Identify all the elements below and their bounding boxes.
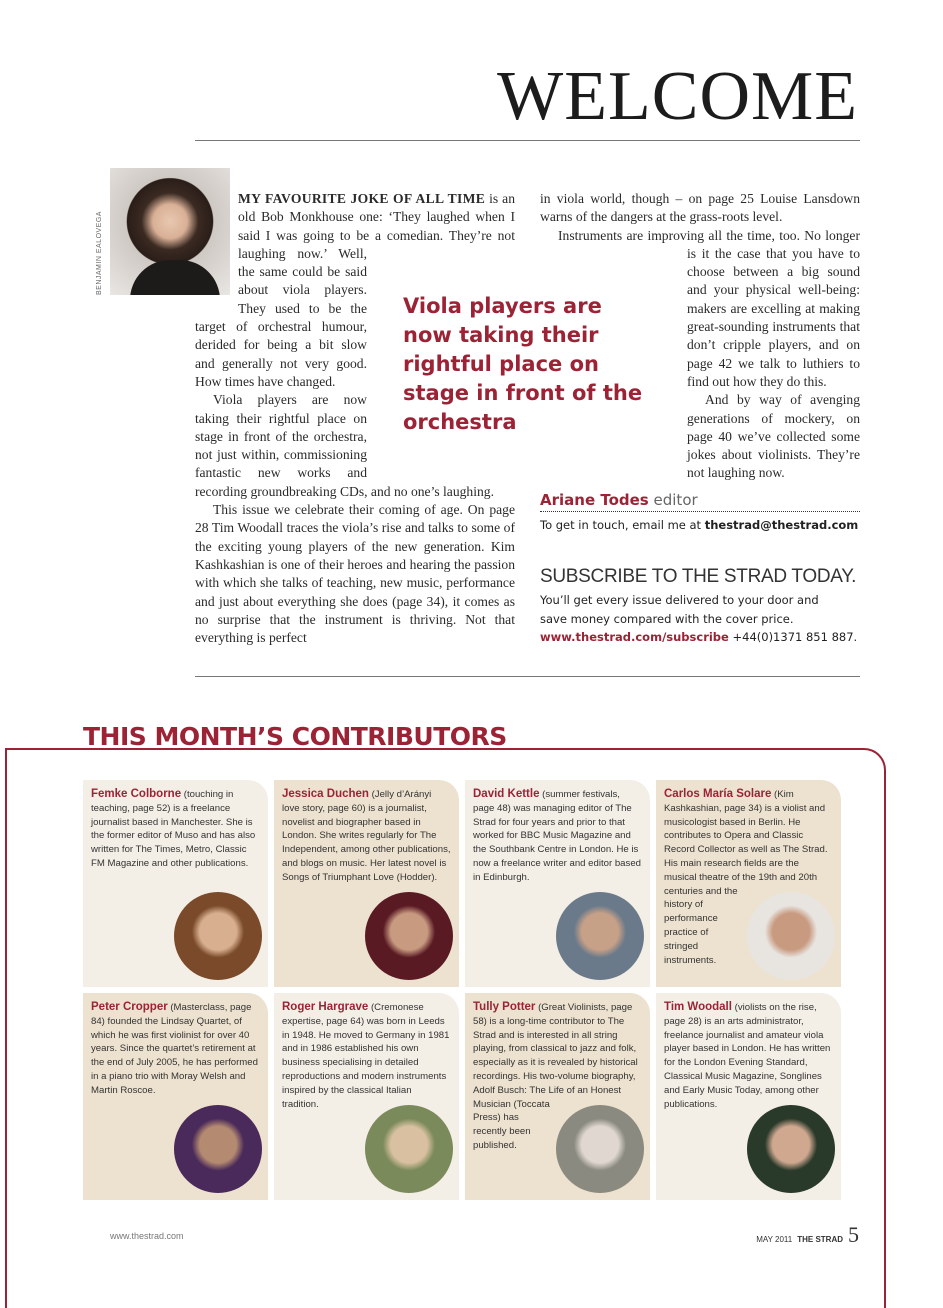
contributor-card	[465, 993, 650, 1200]
contributor-bio: (summer festivals, page 48) was managing editor of The Strad for four years and prior to that worked for BBC Music Magazine and the Southbank Centre in London. He is now a freelance writer and editor based in Edinburgh.	[473, 789, 641, 883]
editorial-paragraph: Viola players are now taking their rightful place on stage in front of the orchestra, not just within, commissioning fantastic new works and recording groundbreaking CDs, and no one’s laughing.	[195, 392, 495, 499]
contributor-name: Femke Colborne	[91, 788, 182, 800]
subscribe-line: You’ll get every issue delivered to your door and	[540, 593, 819, 607]
contributor-photo	[747, 1105, 835, 1193]
footer-url: www.thestrad.com	[110, 1231, 184, 1241]
contributor-bio: (violists on the rise, page 28) is an arts administrator, freelance journalist and amateur viola player based in London. He has written for the London Evening Standard, Classical Music Magazine, Songlines and Early Music Today, among other publications.	[664, 1002, 831, 1110]
editorial-lead: MY FAVOURITE JOKE OF ALL TIME	[238, 191, 486, 206]
contributor-photo	[556, 892, 644, 980]
editorial-paragraph: This issue we celebrate their coming of age. On page 28 Tim Woodall traces the viola’s rise and talks to some of the exciting young players of the new generation. Kim Kashkashian is one of their heroes and hearing the passion with which she talks of teaching, new music, performance and just about everything she does (page 34), it comes as no surprise that the instrument is thriving. Not that everything is perfect	[195, 502, 515, 646]
contributor-name: Tully Potter	[473, 1001, 536, 1013]
editorial-paragraph: And by way of avenging generations of mockery, on page 40 we’ve collected some jokes about violinists. They’re not laughing now.	[687, 392, 860, 481]
contributor-photo	[174, 892, 262, 980]
page-title: WELCOME	[497, 58, 858, 135]
contributor-name: Jessica Duchen	[282, 788, 369, 800]
contributor-photo	[174, 1105, 262, 1193]
subscribe-link[interactable]: www.thestrad.com/subscribe	[540, 630, 729, 644]
contributor-card	[274, 993, 459, 1200]
contributor-name: Roger Hargrave	[282, 1001, 369, 1013]
contributor-name: Carlos María Solare	[664, 788, 772, 800]
contributor-photo	[365, 892, 453, 980]
contributor-photo	[365, 1105, 453, 1193]
contributor-bio: (touching in teaching, page 52) is a freelance journalist based in Manchester. She is the former editor of Muso and has also written for The Times, Metro, Classic FM Magazine and other publications.	[91, 789, 256, 869]
contributor-bio: (Jelly d’Arányi love story, page 60) is a journalist, novelist and biographer based in London. She writes regularly for The Independent, among other publications, and blogs on music. Her latest novel is Songs of Triumphant Love (Hodder).	[282, 789, 451, 883]
footer-magazine: THE STRAD	[797, 1235, 843, 1244]
contributor-card	[83, 780, 268, 987]
subscribe-phone: +44(0)1371 851 887.	[728, 630, 858, 644]
contributor-photo	[747, 892, 835, 980]
contributors-title: THIS MONTH’S CONTRIBUTORS	[83, 722, 507, 751]
editor-signoff	[540, 491, 860, 512]
photo-credit: BENJAMIN EALOVEGA	[96, 211, 103, 295]
subscribe-heading: SUBSCRIBE TO THE STRAD TODAY.	[540, 566, 857, 587]
subscribe-text	[540, 591, 870, 647]
contributor-card	[83, 993, 268, 1200]
subscribe-line: save money compared with the cover price.	[540, 611, 794, 626]
section-rule	[195, 676, 860, 677]
contributor-card	[656, 993, 841, 1200]
pull-quote: Viola players are now taking their rightful place on stage in front of the orchestra	[403, 294, 643, 434]
contact-line	[540, 518, 858, 532]
editorial-paragraph: in viola world, though – on page 25 Louise Lansdown warns of the dangers at the grass-roots level.	[540, 191, 860, 225]
contact-email-link[interactable]: thestrad@thestrad.com	[704, 518, 859, 532]
editorial-paragraph: is an old Bob Monkhouse one: ‘They laughed when I said I was going to be a comedian. They’re not laughing now.’ Well, the same could be said about viola players. They used to be the target of orchestral humour, derided for being a bit slow and generally not very good. How times have changed.	[195, 191, 515, 389]
contributor-bio: (Kim Kashkashian, page 34) is a violist and musicologist based in Berlin. He contributes to Opera and Classic Record Collector as well as The Strad. His main research fields are the musical theatre of the 19th and 20th centuries and the history of performance practice of stringed instruments.	[664, 789, 828, 966]
contributor-bio: (Great Violinists, page 58) is a long-time contributor to The Strad and is interested in all string playing, from classical to jazz and folk, especially as it is revealed by historical recordings. His two-volume biography, Adolf Busch: The Life of an Honest Musician (Toccata Press) has recently been published.	[473, 1002, 638, 1151]
contributor-bio: (Cremonese expertise, page 64) was born in Leeds in 1948. He moved to Germany in 1981 and in 1986 established his own business specialising in detailed reproductions and modern instruments inspired by the classical Italian tradition.	[282, 1002, 450, 1110]
contributor-name: Tim Woodall	[664, 1001, 732, 1013]
contributor-card	[465, 780, 650, 987]
title-rule	[195, 140, 860, 141]
contributor-card	[274, 780, 459, 987]
contributor-photo	[556, 1105, 644, 1193]
editor-name: Ariane Todes	[540, 491, 649, 509]
page-number: 5	[848, 1222, 859, 1247]
editor-role: editor	[653, 491, 698, 509]
contact-text: To get in touch, email me at	[540, 518, 705, 532]
editorial-paragraph: Instruments are improving all the time, too. No longer is it the case that you have to choose between a big sound and your physical well-being: makers are excelling at making great-sounding instruments that don’t cripple players, and on page 42 we talk to luthiers to find out how they do this.	[558, 227, 860, 389]
footer-folio	[756, 1222, 859, 1248]
contributor-card	[656, 780, 841, 987]
contributor-bio: (Masterclass, page 84) founded the Lindsay Quartet, of which he was first violinist for over 40 years. Since the quartet’s retirement at the end of July 2005, he has performed in a piano trio with Moray Welsh and Martin Roscoe.	[91, 1002, 258, 1096]
footer-date: MAY 2011	[756, 1235, 793, 1244]
contributor-name: Peter Cropper	[91, 1001, 168, 1013]
contributor-name: David Kettle	[473, 788, 540, 800]
